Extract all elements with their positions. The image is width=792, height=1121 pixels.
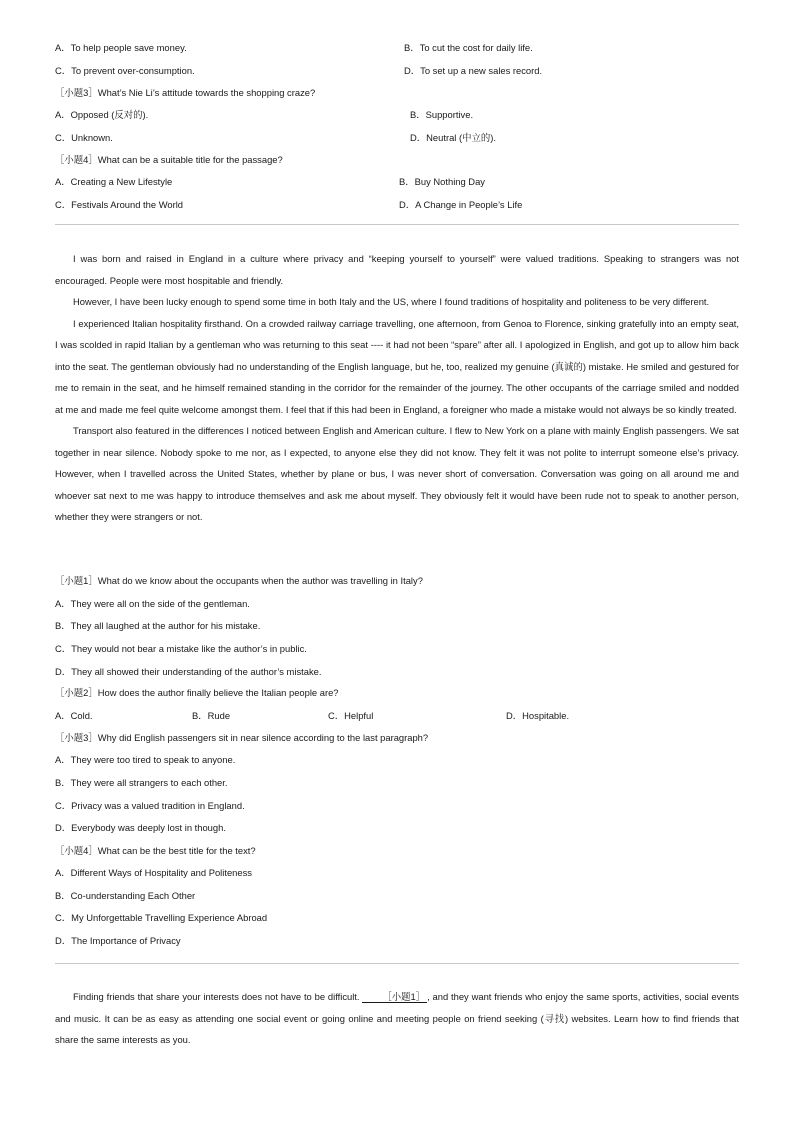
s2-q1-option-a[interactable]: A．They were all on the side of the gentleman. <box>55 598 250 609</box>
s2-q1-question: ［小题1］What do we know about the occupants when the author was travelling in Italy? <box>55 575 423 586</box>
s2-q2-option-c[interactable]: C．Helpful <box>328 710 374 721</box>
s1-q4-option-a[interactable]: A．Creating a New Lifestyle <box>55 176 173 187</box>
s2-passage <box>55 248 739 528</box>
s2-q4-question: ［小题4］What can be the best title for the text? <box>55 845 256 856</box>
s1-q3-option-b[interactable]: B．Supportive. <box>410 109 474 120</box>
s2-q2-option-d[interactable]: D．Hospitable. <box>506 710 570 721</box>
s2-q4-option-d[interactable]: D．The Importance of Privacy <box>55 935 181 946</box>
s1-q4-option-b[interactable]: B．Buy Nothing Day <box>399 176 485 187</box>
s2-q1-option-d[interactable]: D．They all showed their understanding of the author’s mistake. <box>55 666 322 677</box>
s2-q1-option-b[interactable]: B．They all laughed at the author for his mistake. <box>55 620 261 631</box>
s1-q4-option-c[interactable]: C．Festivals Around the World <box>55 199 184 210</box>
s1-q2-option-a[interactable]: A．To help people save money. <box>55 42 187 53</box>
s1-q2-option-d[interactable]: D．To set up a new sales record. <box>404 65 543 76</box>
section-divider <box>55 963 739 964</box>
s3-passage <box>55 986 739 1051</box>
s1-q2-option-b[interactable]: B．To cut the cost for daily life. <box>404 42 533 53</box>
s1-q2-option-c[interactable]: C．To prevent over-consumption. <box>55 65 195 76</box>
s2-q3-option-d[interactable]: D．Everybody was deeply lost in though. <box>55 822 226 833</box>
s1-q3-option-d[interactable]: D．Neutral (中立的). <box>410 132 496 143</box>
s2-paragraph: I experienced Italian hospitality firsthand. On a crowded railway carriage travelling, one afternoon, from Genoa to Florence, sinking gratefully into an empty seat, I was scolded in rapid Italian by a gentleman who was returning to this seat ---- it had not been “spare” after all. I apologized in English, and got up to allow him back into the seat. The gentleman obviously had no understanding of the English language, but he, too, realized my genuine (真诚的) mistake. He smiled and gestured for me to remain in the seat, and he himself remained standing in the corridor for the remainder of the journey. The other occupants of the carriage smiled and nodded at me and made me feel quite welcome amongst them. I feel that if this had been in England, a foreigner who made a mistake would not always be so kindly treated. <box>55 317 739 415</box>
s1-q3-question: ［小题3］What’s Nie Li’s attitude towards the shopping craze? <box>55 87 316 98</box>
s1-q3-option-c[interactable]: C．Unknown. <box>55 132 113 143</box>
s1-q4-option-d[interactable]: D．A Change in People’s Life <box>399 199 523 210</box>
s2-q2-option-b[interactable]: B．Rude <box>192 710 231 721</box>
s2-q3-option-a[interactable]: A．They were too tired to speak to anyone. <box>55 754 236 765</box>
s2-q4-option-c[interactable]: C．My Unforgettable Travelling Experience Abroad <box>55 912 268 923</box>
s1-q3-option-a[interactable]: A．Opposed (反对的). <box>55 109 149 120</box>
s2-q3-option-c[interactable]: C．Privacy was a valued tradition in England. <box>55 800 245 811</box>
s2-paragraph: However, I have been lucky enough to spend some time in both Italy and the US, where I found traditions of hospitality and politeness to be very different. <box>73 296 710 307</box>
s1-q4-question: ［小题4］What can be a suitable title for the passage? <box>55 154 283 165</box>
s2-q4-option-a[interactable]: A．Different Ways of Hospitality and Politeness <box>55 867 252 878</box>
section-divider <box>55 224 739 225</box>
s3-paragraph <box>55 986 739 1051</box>
s2-q3-question: ［小题3］Why did English passengers sit in near silence according to the last paragraph? <box>55 732 429 743</box>
s2-q2-option-a[interactable]: A．Cold. <box>55 710 93 721</box>
s2-q2-question: ［小题2］How does the author finally believe the Italian people are? <box>55 687 339 698</box>
s2-q3-option-b[interactable]: B．They were all strangers to each other. <box>55 777 228 788</box>
s2-q4-option-b[interactable]: B．Co-understanding Each Other <box>55 890 196 901</box>
s2-paragraph: Transport also featured in the differences I noticed between English and American culture. I flew to New York on a plane with mainly English passengers. We sat together in near silence. Nobody spoke to me nor, as I expected, to anyone else they did not know. They felt it was not polite to interrupt someone else’s privacy. However, when I travelled across the United States, whether by plane or bus, I was never short of conversation. Conversation was going on all around me and whoever sat next to me was happy to introduce themselves and ask me about myself. They obviously felt it would have been rude not to speak to another person, whether they were strangers or not. <box>55 425 739 522</box>
s3-text-after: , and they want friends who enjoy the same sports, activities, social events and music. It can be as easy as attending one social event or going online and meeting people on friend seeking (寻找) websites. Learn how to find friends that share the same interests as you. <box>55 991 739 1045</box>
s2-q1-option-c[interactable]: C．They would not bear a mistake like the author’s in public. <box>55 643 307 654</box>
s3-text-before: Finding friends that share your interests does not have to be difficult. <box>73 991 363 1002</box>
s3-blank-1[interactable]: ［小题1］ <box>362 991 427 1003</box>
s2-paragraph: I was born and raised in England in a culture where privacy and “keeping yourself to yourself” were valued traditions. Speaking to strangers was not encouraged. People were most hospitable and friendly. <box>55 253 739 286</box>
